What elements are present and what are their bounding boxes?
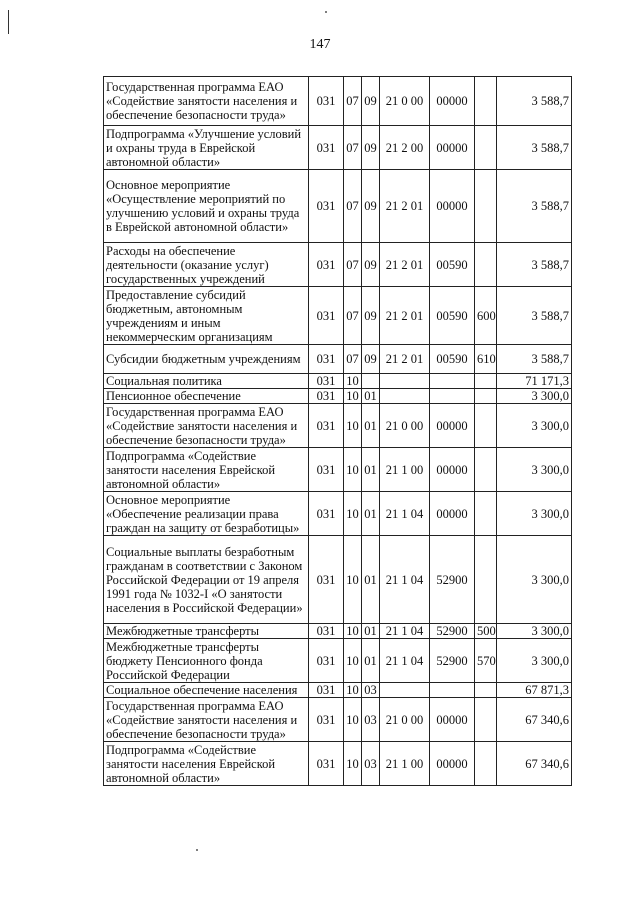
expense-direction-code: 52900: [430, 624, 475, 639]
subsection-code: 09: [362, 243, 380, 287]
table-row: [104, 742, 572, 786]
amount: 67 340,6: [497, 698, 572, 742]
admin-code: 031: [309, 287, 344, 345]
section-code: 10: [344, 624, 362, 639]
row-name: Государственная программа ЕАО «Содействие занятости населения и обеспечение безопасности труда»: [104, 698, 309, 742]
section-code: 10: [344, 742, 362, 786]
expense-type-code: [475, 742, 497, 786]
program-code: 21 2 01: [380, 287, 430, 345]
expense-type-code: [475, 374, 497, 389]
admin-code: 031: [309, 683, 344, 698]
expense-direction-code: 00000: [430, 492, 475, 536]
scan-speck: [196, 849, 198, 851]
subsection-code: 01: [362, 492, 380, 536]
expense-type-code: [475, 389, 497, 404]
program-code: 21 1 04: [380, 492, 430, 536]
amount: 3 300,0: [497, 536, 572, 624]
section-code: 10: [344, 698, 362, 742]
row-name: Субсидии бюджетным учреждениям: [104, 345, 309, 374]
table-row: [104, 287, 572, 345]
amount: 67 340,6: [497, 742, 572, 786]
amount: 71 171,3: [497, 374, 572, 389]
program-code: 21 1 00: [380, 742, 430, 786]
subsection-code: 01: [362, 639, 380, 683]
row-name: Межбюджетные трансферты: [104, 624, 309, 639]
expense-direction-code: 00000: [430, 77, 475, 126]
section-code: 10: [344, 374, 362, 389]
amount: 3 588,7: [497, 77, 572, 126]
scan-speck: [325, 11, 327, 13]
amount: 3 300,0: [497, 389, 572, 404]
admin-code: 031: [309, 536, 344, 624]
section-code: 10: [344, 536, 362, 624]
expense-type-code: [475, 243, 497, 287]
expense-direction-code: [430, 389, 475, 404]
subsection-code: 01: [362, 389, 380, 404]
table-row: [104, 77, 572, 126]
row-name: Государственная программа ЕАО «Содействие занятости населения и обеспечение безопасности труда»: [104, 77, 309, 126]
section-code: 07: [344, 77, 362, 126]
admin-code: 031: [309, 624, 344, 639]
row-name: Социальная политика: [104, 374, 309, 389]
admin-code: 031: [309, 126, 344, 170]
amount: 3 588,7: [497, 170, 572, 243]
program-code: 21 1 00: [380, 448, 430, 492]
row-name: Социальные выплаты безработным гражданам в соответствии с Законом Российской Федерации от 19 апреля 1991 года № 1032-I «О занятости населения в Российской Федерации»: [104, 536, 309, 624]
subsection-code: 01: [362, 448, 380, 492]
amount: 3 588,7: [497, 287, 572, 345]
table-body: [104, 77, 572, 786]
amount: 3 300,0: [497, 624, 572, 639]
table-row: [104, 683, 572, 698]
program-code: 21 0 00: [380, 404, 430, 448]
program-code: [380, 389, 430, 404]
expense-type-code: [475, 698, 497, 742]
expense-type-code: [475, 683, 497, 698]
margin-mark: [8, 10, 9, 34]
admin-code: 031: [309, 374, 344, 389]
row-name: Государственная программа ЕАО «Содействие занятости населения и обеспечение безопасности труда»: [104, 404, 309, 448]
row-name: Предоставление субсидий бюджетным, автономным учреждениям и иным некоммерческим организациям: [104, 287, 309, 345]
expense-type-code: 570: [475, 639, 497, 683]
section-code: 07: [344, 287, 362, 345]
expense-direction-code: 00000: [430, 698, 475, 742]
program-code: 21 0 00: [380, 77, 430, 126]
subsection-code: 09: [362, 77, 380, 126]
subsection-code: 01: [362, 536, 380, 624]
row-name: Расходы на обеспечение деятельности (оказание услуг) государственных учреждений: [104, 243, 309, 287]
admin-code: 031: [309, 492, 344, 536]
subsection-code: 01: [362, 404, 380, 448]
expense-direction-code: 00590: [430, 287, 475, 345]
row-name: Основное мероприятие «Обеспечение реализации права граждан на защиту от безработицы»: [104, 492, 309, 536]
subsection-code: 01: [362, 624, 380, 639]
table-row: [104, 492, 572, 536]
expense-direction-code: 00000: [430, 126, 475, 170]
expense-type-code: 500: [475, 624, 497, 639]
expense-direction-code: 00590: [430, 345, 475, 374]
expense-type-code: [475, 77, 497, 126]
amount: 3 300,0: [497, 639, 572, 683]
row-name: Социальное обеспечение населения: [104, 683, 309, 698]
section-code: 07: [344, 345, 362, 374]
section-code: 10: [344, 448, 362, 492]
subsection-code: 03: [362, 683, 380, 698]
program-code: 21 2 01: [380, 243, 430, 287]
admin-code: 031: [309, 698, 344, 742]
expense-type-code: [475, 536, 497, 624]
section-code: 07: [344, 170, 362, 243]
section-code: 10: [344, 492, 362, 536]
subsection-code: 09: [362, 345, 380, 374]
section-code: 10: [344, 683, 362, 698]
table-row: [104, 374, 572, 389]
admin-code: 031: [309, 389, 344, 404]
subsection-code: 09: [362, 126, 380, 170]
table-row: [104, 404, 572, 448]
program-code: [380, 374, 430, 389]
section-code: 10: [344, 389, 362, 404]
expense-direction-code: 00000: [430, 742, 475, 786]
table-row: [104, 170, 572, 243]
expense-direction-code: 00000: [430, 448, 475, 492]
table-row: [104, 345, 572, 374]
program-code: 21 2 01: [380, 345, 430, 374]
expense-type-code: [475, 170, 497, 243]
admin-code: 031: [309, 448, 344, 492]
program-code: 21 0 00: [380, 698, 430, 742]
admin-code: 031: [309, 742, 344, 786]
section-code: 10: [344, 639, 362, 683]
program-code: 21 1 04: [380, 639, 430, 683]
amount: 3 588,7: [497, 126, 572, 170]
section-code: 07: [344, 243, 362, 287]
expense-direction-code: [430, 374, 475, 389]
table-row: [104, 624, 572, 639]
row-name: Основное мероприятие «Осуществление мероприятий по улучшению условий и охраны труда в Еврейской автономной области»: [104, 170, 309, 243]
expense-direction-code: 00590: [430, 243, 475, 287]
section-code: 10: [344, 404, 362, 448]
subsection-code: [362, 374, 380, 389]
page-number: 147: [309, 37, 331, 52]
subsection-code: 03: [362, 698, 380, 742]
program-code: 21 2 01: [380, 170, 430, 243]
amount: 67 871,3: [497, 683, 572, 698]
expense-type-code: 600: [475, 287, 497, 345]
amount: 3 588,7: [497, 243, 572, 287]
table-row: [104, 698, 572, 742]
admin-code: 031: [309, 170, 344, 243]
expense-direction-code: 00000: [430, 404, 475, 448]
amount: 3 300,0: [497, 404, 572, 448]
table-row: [104, 243, 572, 287]
expense-type-code: [475, 492, 497, 536]
expense-direction-code: 52900: [430, 639, 475, 683]
admin-code: 031: [309, 77, 344, 126]
expense-type-code: [475, 126, 497, 170]
program-code: 21 2 00: [380, 126, 430, 170]
amount: 3 300,0: [497, 492, 572, 536]
row-name: Подпрограмма «Содействие занятости населения Еврейской автономной области»: [104, 448, 309, 492]
section-code: 07: [344, 126, 362, 170]
subsection-code: 09: [362, 170, 380, 243]
row-name: Межбюджетные трансферты бюджету Пенсионного фонда Российской Федерации: [104, 639, 309, 683]
expense-type-code: 610: [475, 345, 497, 374]
expense-direction-code: [430, 683, 475, 698]
table-row: [104, 389, 572, 404]
program-code: 21 1 04: [380, 624, 430, 639]
table-row: [104, 536, 572, 624]
admin-code: 031: [309, 639, 344, 683]
program-code: 21 1 04: [380, 536, 430, 624]
admin-code: 031: [309, 404, 344, 448]
amount: 3 300,0: [497, 448, 572, 492]
expense-type-code: [475, 404, 497, 448]
program-code: [380, 683, 430, 698]
row-name: Пенсионное обеспечение: [104, 389, 309, 404]
table-row: [104, 126, 572, 170]
table-row: [104, 448, 572, 492]
expense-direction-code: 00000: [430, 170, 475, 243]
admin-code: 031: [309, 345, 344, 374]
expense-type-code: [475, 448, 497, 492]
admin-code: 031: [309, 243, 344, 287]
table-row: [104, 639, 572, 683]
subsection-code: 09: [362, 287, 380, 345]
row-name: Подпрограмма «Улучшение условий и охраны труда в Еврейской автономной области»: [104, 126, 309, 170]
subsection-code: 03: [362, 742, 380, 786]
row-name: Подпрограмма «Содействие занятости населения Еврейской автономной области»: [104, 742, 309, 786]
budget-table: [103, 76, 572, 786]
amount: 3 588,7: [497, 345, 572, 374]
expense-direction-code: 52900: [430, 536, 475, 624]
